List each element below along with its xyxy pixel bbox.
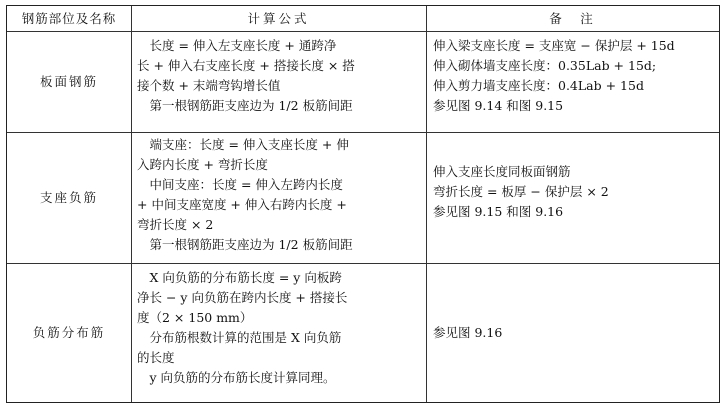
- rebar-table: [6, 5, 720, 403]
- formula-cell: [137, 268, 424, 388]
- formula-line: 分布筋根数计算的范围是 X 向负筋: [137, 330, 342, 345]
- formula-line: 第一根钢筋距支座边为 1/2 板筋间距: [137, 98, 353, 113]
- formula-line: 长度 = 伸入左支座长度 + 通跨净: [137, 38, 337, 53]
- formula-cell: [137, 36, 424, 116]
- column-divider: [426, 6, 427, 402]
- note-line: 伸入梁支座长度 = 支座宽 − 保护层 + 15d: [433, 38, 675, 53]
- formula-line: y 向负筋的分布筋长度计算同理。: [137, 370, 336, 385]
- formula-line: 中间支座：长度 = 伸入左跨内长度: [137, 177, 343, 192]
- formula-line: 的长度: [137, 350, 175, 365]
- formula-line: 第一根钢筋距支座边为 1/2 板筋间距: [137, 237, 353, 252]
- note-cell: [433, 36, 717, 116]
- row-name: 板面钢筋: [39, 74, 98, 89]
- formula-cell: [137, 135, 424, 255]
- formula-line: X 向负筋的分布筋长度 = y 向板跨: [137, 270, 342, 285]
- formula-line: 净长 − y 向负筋在跨内长度 + 搭接长: [137, 290, 348, 305]
- formula-line: 端支座：长度 = 伸入支座长度 + 伸: [137, 137, 349, 152]
- note-cell: [433, 323, 717, 343]
- note-cell: [433, 162, 717, 222]
- note-line: 伸入支座长度同板面钢筋: [433, 164, 571, 179]
- note-line: 参见图 9.15 和图 9.16: [433, 204, 564, 219]
- formula-line: + 中间支座宽度 + 伸入右跨内长度 +: [137, 197, 347, 212]
- header-part-name: 钢筋部位及名称: [21, 10, 117, 26]
- note-line: 弯折长度 = 板厚 − 保护层 × 2: [433, 184, 609, 199]
- formula-line: 长 + 伸入右支座长度 + 搭接长度 × 搭: [137, 58, 355, 73]
- note-line: 参见图 9.16: [433, 325, 503, 340]
- formula-line: 入跨内长度 + 弯折长度: [137, 157, 268, 172]
- note-line: 参见图 9.14 和图 9.15: [433, 98, 564, 113]
- header-notes: 备 注: [549, 10, 596, 26]
- formula-line: 接个数 + 末端弯钩增长值: [137, 78, 281, 93]
- note-line: 伸入剪力墙支座长度：0.4Lab + 15d: [433, 78, 644, 93]
- formula-line: 度（2 × 150 mm）: [137, 310, 253, 325]
- column-divider: [131, 6, 132, 402]
- row-name: 负筋分布筋: [32, 325, 106, 340]
- header-formula: 计算公式: [247, 10, 310, 26]
- note-line: 伸入砌体墙支座长度：0.35Lab + 15d;: [433, 58, 657, 73]
- row-name: 支座负筋: [39, 190, 98, 205]
- formula-line: 弯折长度 × 2: [137, 217, 214, 232]
